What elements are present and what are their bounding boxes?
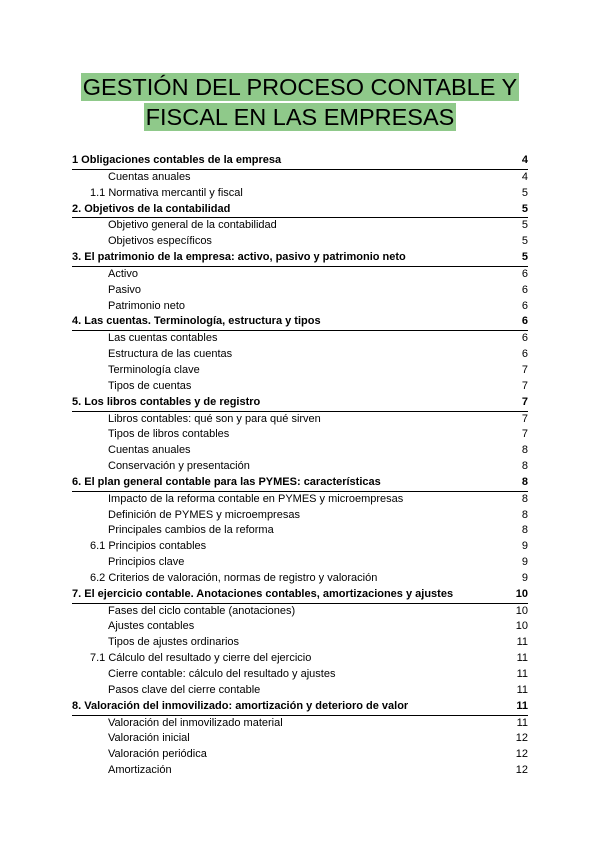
toc-entry[interactable]: [72, 731, 528, 747]
toc-entry[interactable]: [72, 555, 528, 571]
title-line-2: FISCAL EN LAS EMPRESAS: [145, 104, 455, 130]
toc-entry-page: 6: [521, 283, 528, 296]
toc-entry-label: Cuentas anuales: [108, 444, 191, 457]
toc-entry[interactable]: [72, 747, 528, 763]
toc-entry[interactable]: [72, 314, 528, 331]
toc-entry-page: 7: [521, 412, 528, 425]
toc-entry-page: 11: [516, 699, 528, 712]
toc-entry[interactable]: [72, 683, 528, 699]
toc-entry-page: 10: [515, 604, 528, 617]
toc-entry[interactable]: [72, 443, 528, 459]
toc-entry-label: Terminología clave: [108, 363, 200, 376]
toc-entry-page: 8: [521, 492, 528, 505]
toc-entry-label: 6.2 Criterios de valoración, normas de registro y valoración: [90, 571, 378, 584]
table-of-contents: [72, 153, 528, 779]
toc-entry-label: Libros contables: qué son y para qué sirven: [108, 412, 321, 425]
toc-entry-page: 5: [521, 251, 528, 264]
toc-entry-page: 8: [521, 460, 528, 473]
toc-entry[interactable]: [72, 619, 528, 635]
toc-entry-page: 11: [516, 668, 528, 680]
toc-entry[interactable]: [72, 186, 528, 202]
toc-entry[interactable]: [72, 267, 528, 283]
toc-entry-label: Ajustes contables: [108, 620, 195, 633]
toc-entry-label: 6. El plan general contable para las PYMES: características: [72, 475, 381, 488]
toc-entry-label: Impacto de la reforma contable en PYMES y microempresas: [108, 492, 404, 505]
toc-entry-page: 11: [516, 636, 528, 649]
toc-entry-label: Valoración del inmovilizado material: [108, 716, 283, 729]
toc-entry-page: 7: [521, 428, 528, 441]
toc-entry-page: 6: [521, 348, 528, 361]
toc-entry-label: Cierre contable: cálculo del resultado y ajustes: [108, 668, 336, 680]
title-line-1: GESTIÓN DEL PROCESO CONTABLE Y: [82, 74, 518, 100]
toc-entry[interactable]: [72, 202, 528, 219]
toc-entry[interactable]: [72, 395, 528, 412]
toc-entry-label: Tipos de cuentas: [108, 379, 192, 392]
toc-entry-page: 11: [516, 683, 528, 696]
toc-entry[interactable]: [72, 667, 528, 683]
toc-entry-page: 10: [515, 587, 528, 600]
toc-entry-page: 5: [521, 202, 528, 215]
toc-entry[interactable]: [72, 651, 528, 667]
toc-entry[interactable]: [72, 347, 528, 363]
toc-entry[interactable]: [72, 523, 528, 539]
toc-entry-page: 6: [521, 267, 528, 280]
toc-entry-page: 9: [521, 556, 528, 569]
toc-entry[interactable]: [72, 635, 528, 651]
toc-entry-label: 8. Valoración del inmovilizado: amortización y deterioro de valor: [72, 699, 409, 712]
toc-entry-label: Principales cambios de la reforma: [108, 524, 274, 537]
toc-entry-label: Conservación y presentación: [108, 460, 250, 473]
toc-entry[interactable]: [72, 427, 528, 443]
document-title: [0, 72, 600, 132]
toc-entry[interactable]: [72, 234, 528, 250]
toc-entry-label: 7. El ejercicio contable. Anotaciones contables, amortizaciones y ajustes: [72, 587, 454, 600]
toc-entry-label: 4. Las cuentas. Terminología, estructura y tipos: [72, 315, 321, 328]
toc-entry-page: 7: [521, 395, 528, 408]
toc-entry-page: 10: [515, 620, 528, 633]
toc-entry[interactable]: [72, 153, 528, 170]
toc-entry[interactable]: [72, 492, 528, 508]
toc-entry-page: 12: [515, 764, 528, 777]
toc-entry-label: Tipos de libros contables: [108, 428, 230, 441]
toc-entry-label: Las cuentas contables: [108, 332, 218, 345]
toc-entry-page: 11: [516, 652, 528, 665]
toc-entry-label: Estructura de las cuentas: [108, 348, 233, 361]
toc-entry-page: 4: [521, 154, 528, 166]
toc-entry-label: Cuentas anuales: [108, 170, 191, 183]
toc-entry[interactable]: [72, 363, 528, 379]
toc-entry-page: 11: [516, 716, 528, 729]
toc-entry-page: 9: [521, 540, 528, 553]
toc-entry-label: Principios clave: [108, 556, 185, 569]
toc-entry-label: Objetivo general de la contabilidad: [108, 219, 277, 232]
toc-entry[interactable]: [72, 475, 528, 492]
toc-entry[interactable]: [72, 331, 528, 347]
toc-entry-page: 5: [521, 235, 528, 248]
toc-entry[interactable]: [72, 218, 528, 234]
toc-entry-page: 6: [521, 315, 528, 328]
toc-entry-label: Activo: [108, 267, 138, 280]
toc-entry[interactable]: [72, 283, 528, 299]
toc-entry-label: Objetivos específicos: [108, 235, 212, 248]
toc-entry[interactable]: [72, 604, 528, 620]
toc-entry-page: 12: [515, 732, 528, 745]
toc-entry-page: 8: [521, 524, 528, 537]
toc-entry-label: Pasos clave del cierre contable: [108, 683, 261, 696]
toc-entry[interactable]: [72, 571, 528, 587]
toc-entry[interactable]: [72, 379, 528, 395]
toc-entry-page: 7: [521, 379, 528, 392]
toc-entry-page: 7: [521, 363, 528, 376]
toc-entry-page: 5: [521, 186, 528, 199]
toc-entry-label: Amortización: [108, 764, 172, 777]
toc-entry-page: 8: [521, 444, 528, 457]
toc-entry-label: Patrimonio neto: [108, 299, 186, 312]
toc-entry[interactable]: [72, 508, 528, 524]
toc-entry-label: 5. Los libros contables y de registro: [72, 395, 261, 408]
toc-entry-label: 7.1 Cálculo del resultado y cierre del ejercicio: [90, 652, 312, 665]
toc-entry[interactable]: [72, 459, 528, 475]
toc-entry-label: 1.1 Normativa mercantil y fiscal: [90, 186, 243, 199]
toc-entry-page: 6: [521, 299, 528, 312]
toc-entry-page: 8: [521, 508, 528, 521]
toc-entry-label: Fases del ciclo contable (anotaciones): [108, 604, 296, 617]
toc-entry[interactable]: [72, 587, 528, 604]
toc-entry[interactable]: [72, 250, 528, 267]
toc-entry-page: 4: [521, 170, 528, 183]
toc-entry-label: 2. Objetivos de la contabilidad: [72, 202, 231, 215]
toc-entry-label: Valoración inicial: [108, 732, 190, 745]
toc-entry[interactable]: [72, 170, 528, 186]
toc-entry-label: Pasivo: [108, 283, 142, 296]
toc-entry[interactable]: [72, 299, 528, 315]
toc-entry-label: 1 Obligaciones contables de la empresa: [72, 154, 282, 166]
toc-entry-page: 9: [521, 571, 528, 584]
toc-entry[interactable]: [72, 412, 528, 428]
toc-entry-label: 3. El patrimonio de la empresa: activo, pasivo y patrimonio neto: [72, 251, 406, 264]
toc-entry[interactable]: [72, 763, 528, 779]
toc-entry-label: Tipos de ajustes ordinarios: [108, 636, 240, 649]
toc-entry[interactable]: [72, 699, 528, 716]
toc-entry[interactable]: [72, 716, 528, 732]
toc-entry-page: 5: [521, 219, 528, 232]
toc-entry-page: 8: [521, 475, 528, 488]
toc-entry-page: 12: [515, 748, 528, 761]
toc-entry-page: 6: [521, 332, 528, 345]
toc-entry-label: Definición de PYMES y microempresas: [108, 508, 300, 521]
toc-entry-label: Valoración periódica: [108, 748, 207, 761]
toc-entry[interactable]: [72, 539, 528, 555]
toc-entry-label: 6.1 Principios contables: [90, 540, 207, 553]
